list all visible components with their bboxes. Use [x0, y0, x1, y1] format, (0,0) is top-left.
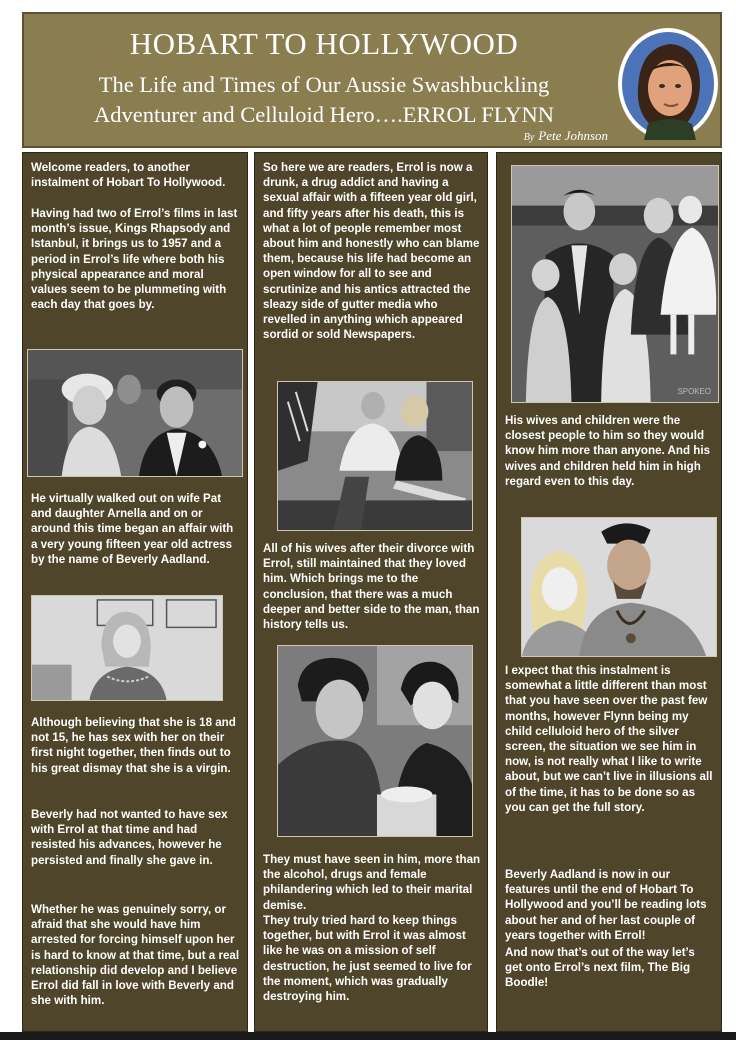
photo-couple-garden — [277, 381, 473, 531]
photo-family-group — [511, 165, 719, 403]
col3-paragraph-3: Beverly Aadland is now in our features until the end of Hobart To Hollywood and you’ll be reading lots about her and of her last couple of years together with Errol! — [505, 868, 707, 942]
col3-paragraph-2: I expect that this instalment is somewhat a little different than most that you have seen over the past few months, however Flynn being my child celluloid hero of the silver screen, the situation we see him in now, is not really what I like to write about, but we can’t live in illusions all of the time, it has to be done so as you can get the full story. — [505, 664, 713, 814]
byline-prefix: By — [523, 132, 535, 143]
col1-paragraph-5: Beverly had not wanted to have sex with Errol at that time and had resisted his advances, however he persisted and finally she gave in. — [31, 808, 228, 867]
col3-paragraph-4: And now that’s out of the way let’s get onto Errol’s next film, The Big Boodle! — [505, 946, 695, 990]
col1-paragraph-6: Whether he was genuinely sorry, or afraid that she would have him arrested for forcing himself upon her is hard to know at that time, but a real relationship did develop and I believe Errol did fall in love with Beverly and she with him. — [31, 903, 240, 1008]
article-column-1 — [22, 152, 248, 1032]
page — [14, 6, 726, 1032]
col2-paragraph-3: They must have seen in him, more than the alcohol, drugs and female philandering which led to their marital demise. — [263, 853, 481, 912]
col3-paragraph-1: His wives and children were the closest people to him so they would know him more than anyone. And his wives and children held him in high regard even to this day. — [505, 414, 711, 488]
bottom-border — [0, 1032, 736, 1040]
subtitle-line-1: The Life and Times of Our Aussie Swashbuckling — [98, 72, 550, 97]
photo-watermark: SPOKEO — [677, 387, 711, 397]
col2-paragraph-1: So here we are readers, Errol is now a drunk, a drug addict and having a sexual affair with a fifteen year old girl, and fifty years after his death, this is what a lot of people remember most about him and honestly who can blame them, because his life had become an open window for all to see and scrutinize and his antics attracted the sleazy side of gutter media who revelled in anything which appeared sordid or sold Newspapers. — [263, 161, 480, 342]
col1-paragraph-4: Although believing that she is 18 and not 15, he has sex with her on their first night together, then finds out to his great dismay that she is a virgin. — [31, 716, 236, 775]
col1-paragraph-2: Having had two of Errol’s films in last month’s issue, Kings Rhapsody and Istanbul, it brings us to 1957 and a period in Errol’s life where both his physical appearance and moral values seem to be plummeting with each day that goes by. — [31, 207, 238, 312]
byline — [524, 128, 608, 144]
page-title: HOBART TO HOLLYWOOD — [129, 26, 519, 61]
col1-paragraph-1: Welcome readers, to another instalment of Hobart To Hollywood. — [31, 161, 226, 190]
article-column-2 — [254, 152, 488, 1032]
article-column-3 — [496, 152, 722, 1032]
photo-beverly-aadland — [31, 595, 223, 701]
subtitle-line-2: Adventurer and Celluloid Hero….ERROL FLYNN — [94, 102, 554, 127]
portrait-image — [618, 28, 718, 140]
col2-paragraph-2: All of his wives after their divorce with Errol, still maintained that they loved him. Which brings me to the conclusion, that there was a much deeper and better side to the man, than history tells us. — [263, 542, 480, 632]
col1-paragraph-3: He virtually walked out on wife Pat and daughter Arnella and on or around this time began an affair with a very young fifteen year old actress by the name of Beverly Aadland. — [31, 492, 234, 566]
page-subtitle — [34, 70, 614, 130]
photo-errol-beverly — [521, 517, 717, 657]
header-banner — [22, 12, 722, 148]
byline-author: Pete Johnson — [538, 128, 608, 143]
photo-couple-dining — [277, 645, 473, 837]
photo-wedding — [27, 349, 243, 477]
col2-paragraph-4: They truly tried hard to keep things together, but with Errol it was almost like he was on a mission of self destruction, he just seemed to live for the moment, which was gradually destroying him. — [263, 914, 472, 1004]
